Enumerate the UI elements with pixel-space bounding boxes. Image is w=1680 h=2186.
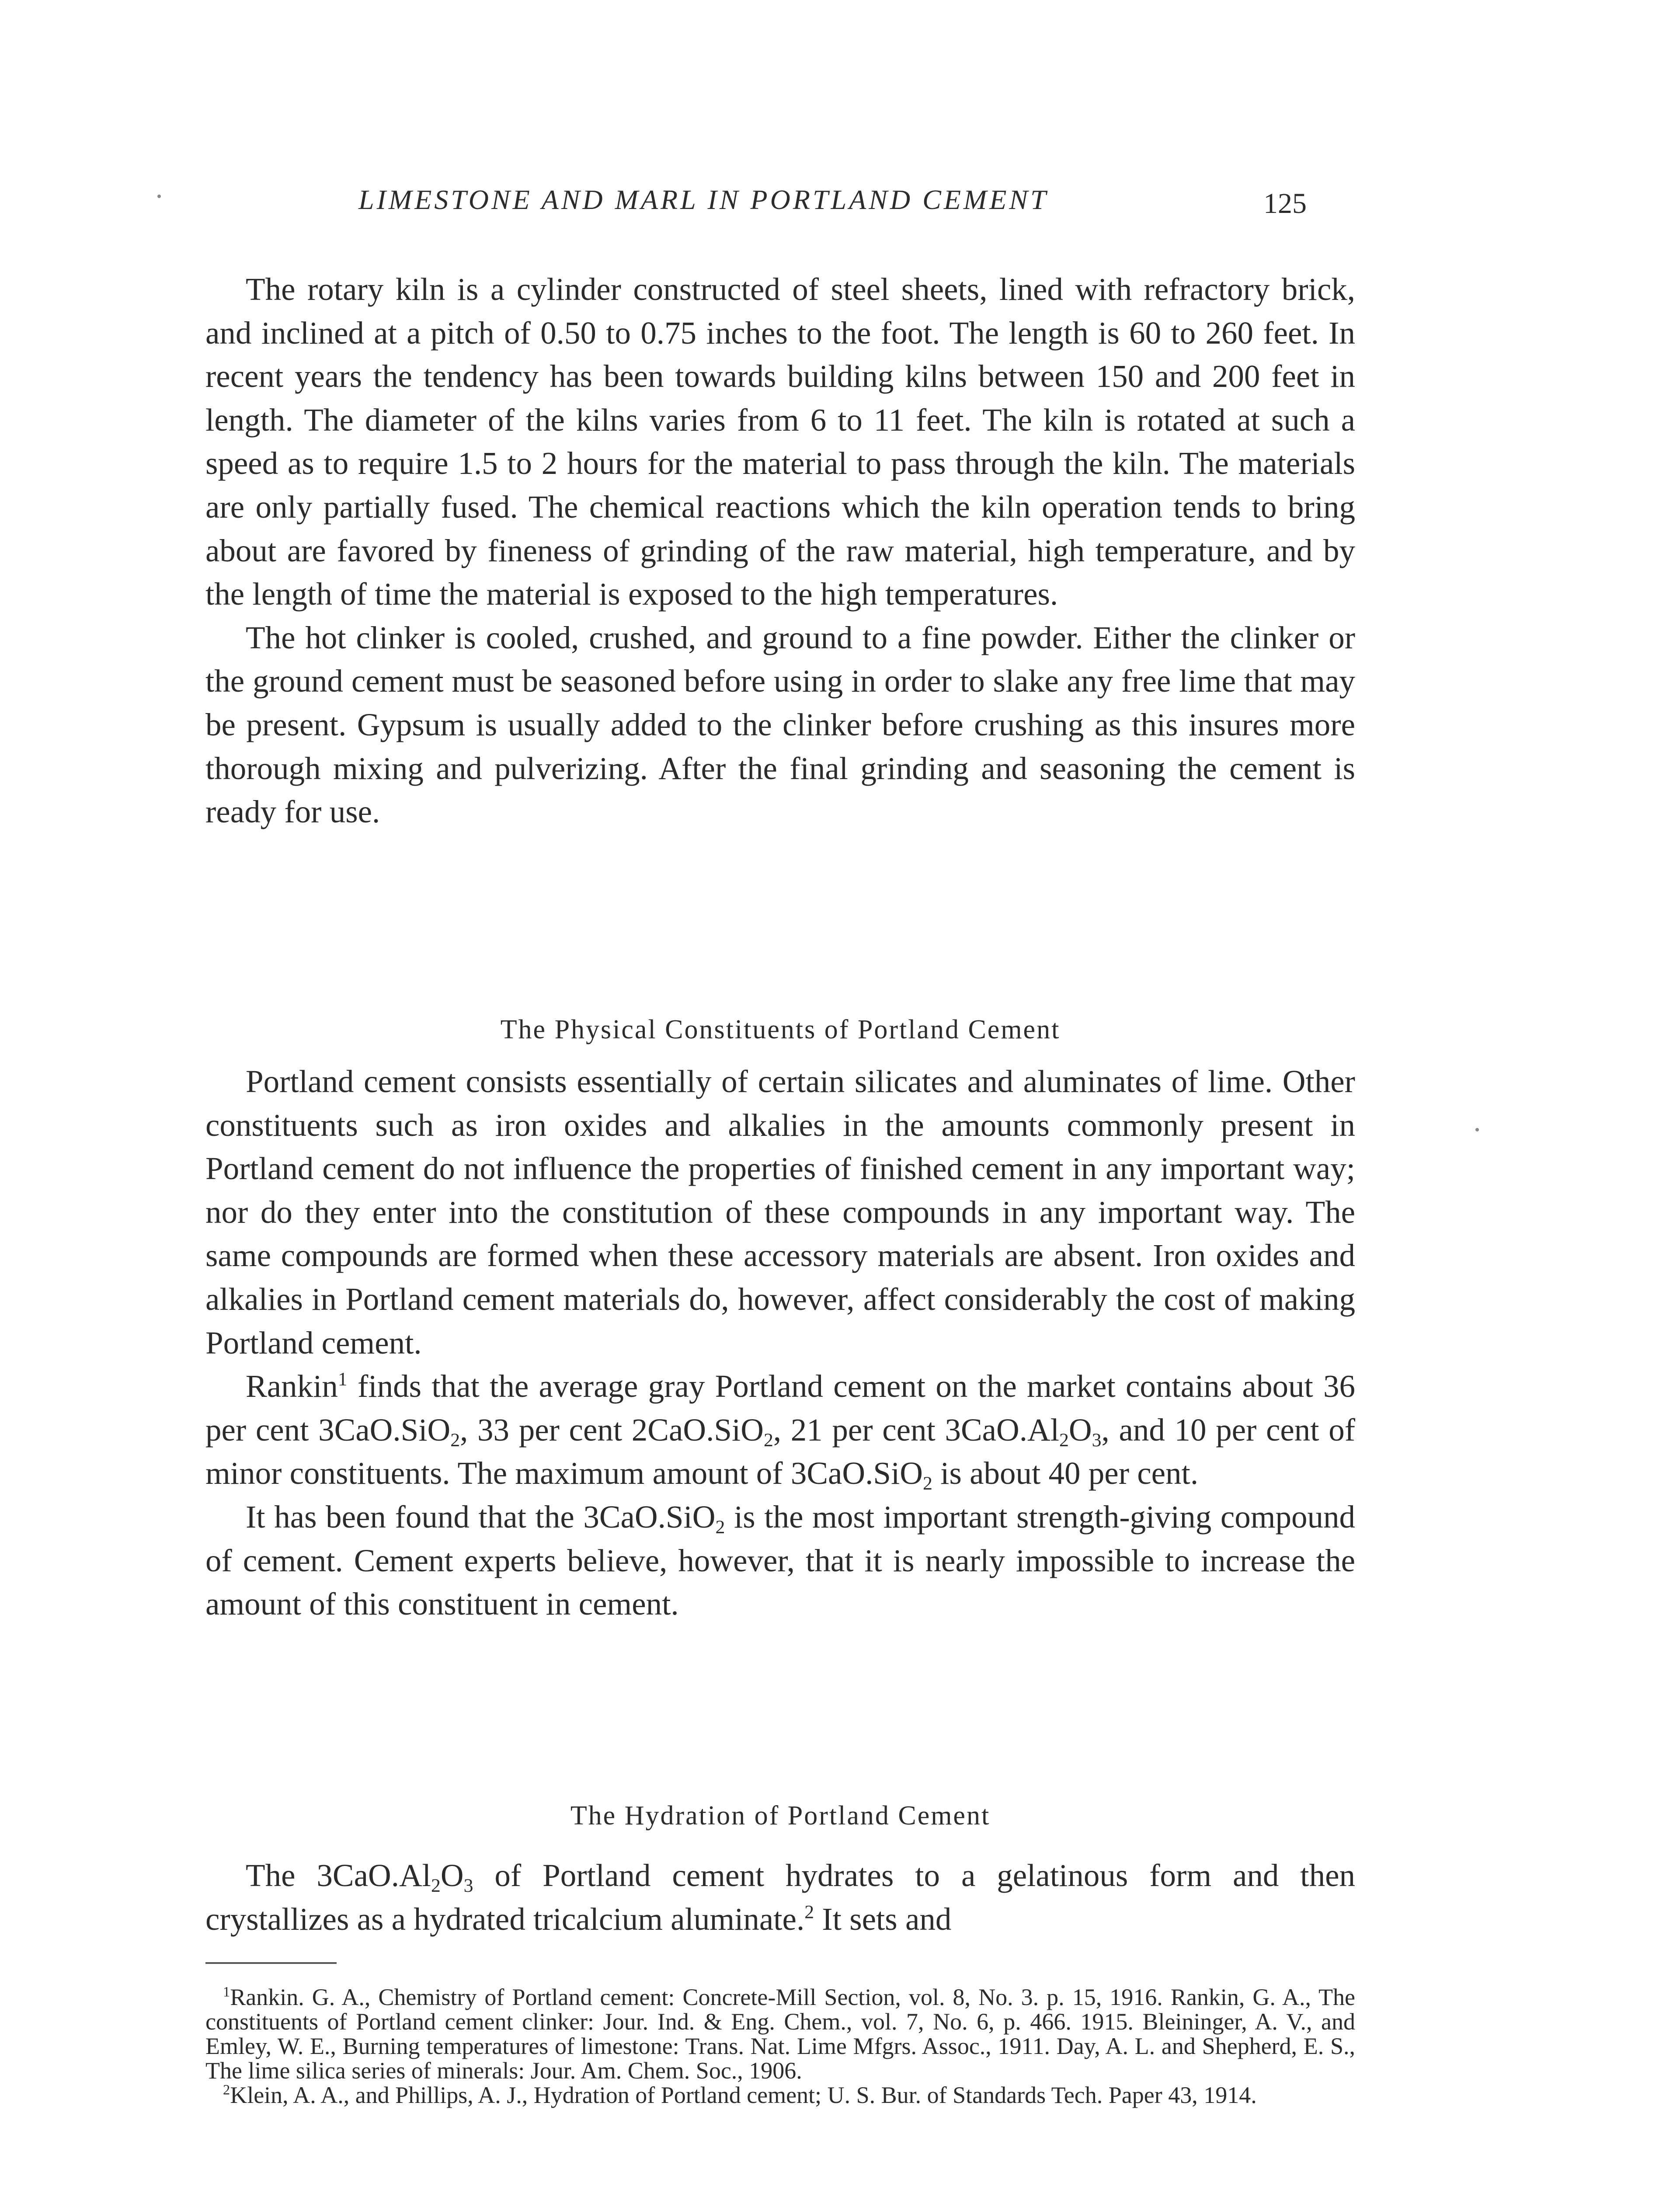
paper-speck [1475,1128,1479,1131]
paper-speck [157,195,161,198]
rankin-text: , 33 per cent 2CaO.SiO [460,1412,764,1448]
paragraph-hydration [205,1854,1355,1941]
rankin-text: , and 10 per cent of minor constituents. The maximum amount of 3CaO.SiO [205,1412,1356,1491]
footnote-1 [205,1985,1355,2083]
running-head: LIMESTONE AND MARL IN PORTLAND CEMENT [358,184,1049,215]
subscript: 2 [431,1875,441,1897]
subscript: 3 [463,1875,473,1897]
hydration-text: The 3CaO.Al [246,1858,431,1893]
body-text-block [205,1854,1355,1941]
footnote-divider [205,1962,337,1964]
footnote-ref-1: 1 [337,1368,348,1390]
paragraph-clinker: The hot clinker is cooled, crushed, and ground to a fine powder. Either the clinker or the ground cement must be seasoned before using in order to slake any free lime that may be present. Gypsum is usually added to the clinker before crushing as this insures more thorough mixing and pulverizing. After the final grinding and seasoning the cement is ready for use. [205,620,1355,830]
rankin-text: , 21 per cent 3CaO.Al [773,1412,1060,1448]
section-heading-hydration: The Hydration of Portland Cement [570,1801,991,1831]
body-text-block [205,268,1355,834]
footnote-text: Klein, A. A., and Phillips, A. J., Hydration of Portland cement; U. S. Bur. of Standards Tech. Paper 43, 1914. [230,2082,1257,2108]
paragraph-rotary-kiln: The rotary kiln is a cylinder constructed of steel sheets, lined with refractory brick, and inclined at a pitch of 0.50 to 0.75 inches to the foot. The length is 60 to 260 feet. In recent years the tendency has been towards building kilns between 150 and 200 feet in length. The diameter of the kilns varies from 6 to 11 feet. The kiln is rotated at such a speed as to require 1.5 to 2 hours for the material to pass through the kiln. The materials are only partially fused. The chemical reactions which the kiln operation tends to bring about are favored by fineness of grinding of the raw material, high temperature, and by the length of time the material is exposed to the high temperatures. [205,272,1355,612]
strength-text: is the most important strength-giving compound of cement. Cement experts believe, however, that it is nearly impossible to increase the amount of this constituent in cement. [205,1499,1355,1622]
paragraph-constituents: Portland cement consists essentially of certain silicates and aluminates of lime. Other constituents such as iron oxides and alkalies in the amounts commonly present in Portland cement do not influence the properties of finished cement in any important way; nor do they enter into the constitution of these compounds in any important way. The same compounds are formed when these accessory materials are absent. Iron oxides and alkalies in Portland cement materials do, however, affect considerably the cost of making Portland cement. [205,1064,1355,1361]
subscript: 2 [715,1517,725,1538]
subscript: 2 [763,1429,773,1451]
hydration-text: It sets and [814,1901,952,1937]
subscript: 2 [1059,1429,1069,1451]
footnote-2 [205,2083,1355,2107]
paragraph-rankin [205,1365,1355,1495]
hydration-text: O [440,1858,464,1893]
section-heading-physical-constituents: The Physical Constituents of Portland Cement [500,1015,1061,1044]
subscript: 2 [923,1473,932,1494]
body-text-block [205,1060,1355,1626]
rankin-text: Rankin [246,1368,338,1404]
footnotes [205,1985,1355,2107]
footnote-ref-2: 2 [804,1901,814,1923]
rankin-text: is about 40 per cent. [932,1455,1199,1491]
footnote-marker: 2 [223,2082,230,2098]
hydration-text: of Portland cement hydrates to a gelatinous form and then crystallizes as a hydrated tricalcium aluminate. [205,1858,1355,1937]
rankin-text: finds that the average gray Portland cement on the market contains about 36 per cent 3CaO.SiO [205,1368,1355,1448]
paragraph-strength [205,1495,1355,1626]
subscript: 3 [1092,1429,1102,1451]
subscript: 2 [450,1429,460,1451]
strength-text: It has been found that the 3CaO.SiO [246,1499,716,1535]
footnote-marker: 1 [223,1984,230,2000]
footnote-text: Rankin. G. A., Chemistry of Portland cement: Concrete-Mill Section, vol. 8, No. 3. p. 15, 1916. Rankin, G. A., The constituents of Portland cement clinker: Jour. Ind. & Eng. Chem., vol. 7, No. 6, p. 466. 1915. Bleininger, A. V., and Emley, W. E., Burning temperatures of limestone: Trans. Nat. Lime Mfgrs. Assoc., 1911. Day, A. L. and Shepherd, E. S., The lime silica series of minerals: Jour. Am. Chem. Soc., 1906. [205,1984,1355,2084]
page-number: 125 [1263,188,1307,219]
rankin-text: O [1068,1412,1092,1448]
